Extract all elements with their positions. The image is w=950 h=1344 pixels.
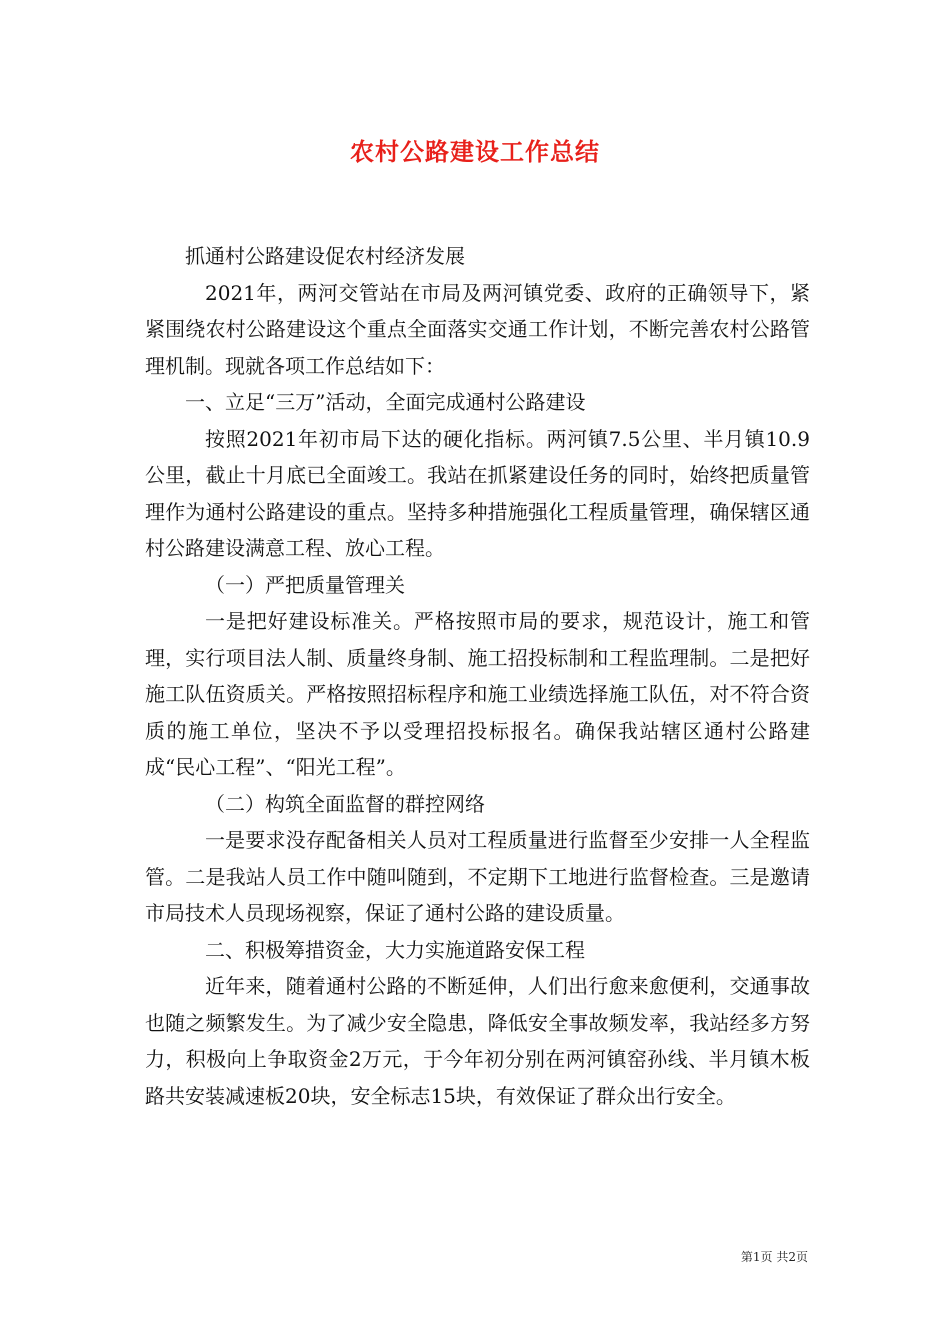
paragraph-section-1: 按照2021年初市局下达的硬化指标。两河镇7.5公里、半月镇10.9公里，截止十月底已全面竣工。我站在抓紧建设任务的同时，始终把质量管理作为通村公路建设的重点。坚持多种措施强化工程质量管理，确保辖区通村公路建设满意工程、放心工程。 — [145, 426, 810, 560]
heading-section-1: 一、立足“三万”活动，全面完成通村公路建设 — [185, 390, 586, 414]
paragraph-section-2: 近年来，随着通村公路的不断延伸，人们出行愈来愈便利，交通事故也随之频繁发生。为了减少安全隐患，降低安全事故频发率，我站经多方努力，积极向上争取资金2万元，于今年初分别在两河镇窑孙线、半月镇木板路共安装减速板20块，安全标志15块，有效保证了群众出行安全。 — [145, 974, 810, 1108]
paragraph-subsection-1: 一是把好建设标准关。严格按照市局的要求，规范设计，施工和管理，实行项目法人制、质量终身制、施工招投标制和工程监理制。二是把好施工队伍资质关。严格按照招标程序和施工业绩选择施工队伍，对不符合资质的施工单位，坚决不予以受理招投标报名。确保我站辖区通村公路建成“民心工程”、“阳光工程”。 — [145, 609, 810, 779]
paragraph-intro: 2021年，两河交管站在市局及两河镇党委、政府的正确领导下，紧紧围绕农村公路建设这个重点全面落实交通工作计划，不断完善农村公路管理机制。现就各项工作总结如下： — [145, 280, 810, 378]
heading-subsection-1: （一）严把质量管理关 — [205, 572, 405, 597]
paragraph-subsection-2: 一是要求没存配备相关人员对工程质量进行监督至少安排一人全程监管。二是我站人员工作中随叫随到，不定期下工地进行监督检查。三是邀请市局技术人员现场视察，保证了通村公路的建设质量。 — [145, 828, 810, 925]
heading-section-2: 二、积极筹措资金，大力实施道路安保工程 — [205, 937, 585, 962]
document-body — [145, 238, 810, 1114]
document-title: 农村公路建设工作总结 — [350, 137, 600, 166]
paragraph-subtitle: 抓通村公路建设促农村经济发展 — [185, 244, 465, 268]
heading-subsection-2: （二）构筑全面监督的群控网络 — [205, 791, 485, 816]
page-number: 第1页 共2页 — [740, 1250, 808, 1264]
